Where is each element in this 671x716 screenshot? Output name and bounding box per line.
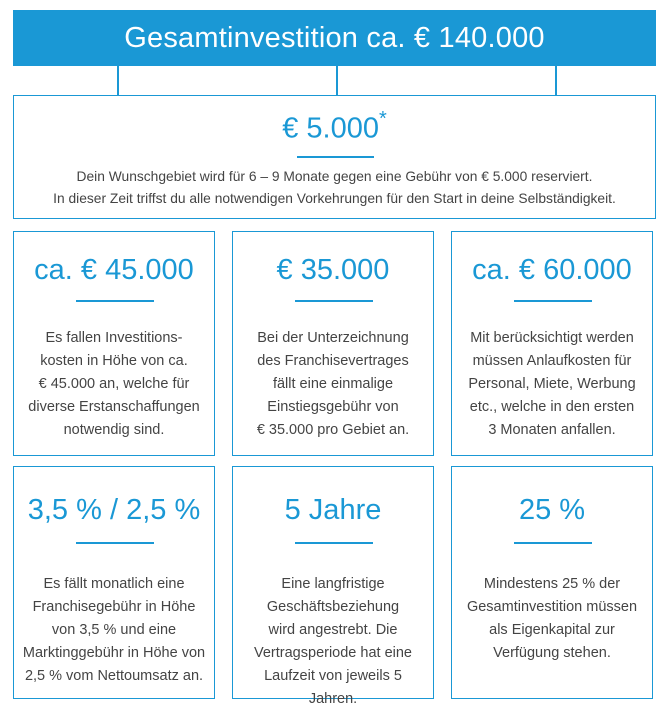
- card-startup-costs: [451, 231, 653, 456]
- reservation-amount: € 5.000*: [282, 108, 387, 145]
- reservation-line: Dein Wunschgebiet wird für 6 – 9 Monate gegen eine Gebühr von € 5.000 reserviert.: [76, 169, 593, 184]
- card-contract-term: [232, 466, 434, 707]
- footnote-asterisk: *: [378, 108, 387, 130]
- card-franchise-fee: [13, 466, 215, 699]
- connector-line: [555, 66, 557, 95]
- card-description: Mindestens 25 % der Gesamtinvestition müssen als Eigenkapital zur Verfügung stehen.: [466, 576, 638, 661]
- card-investment-costs: [13, 231, 215, 456]
- card-amount: ca. € 45.000: [34, 254, 194, 286]
- card-description: Mit berücksichtigt werden müssen Anlaufkosten für Personal, Miete, Werbung etc., welche in den ersten 3 Monaten anfallen.: [468, 330, 636, 438]
- divider: [295, 542, 373, 544]
- header-title: Gesamtinvestition ca. € 140.000: [124, 21, 545, 54]
- divider: [76, 542, 154, 544]
- divider: [295, 300, 373, 302]
- connector-line: [336, 66, 338, 95]
- card-amount: 3,5 % / 2,5 %: [27, 494, 201, 526]
- divider: [297, 156, 374, 158]
- card-amount: € 35.000: [276, 254, 390, 286]
- card-description: Eine langfristige Geschäftsbeziehung wird angestrebt. Die Vertragsperiode hat eine Laufzeit von jeweils 5 Jahren.: [254, 576, 412, 707]
- reservation-line: In dieser Zeit triffst du alle notwendigen Vorkehrungen für den Start in deine Selbständigkeit.: [53, 191, 616, 206]
- card-amount: 25 %: [518, 494, 586, 526]
- card-description: Es fällt monatlich eine Franchisegebühr in Höhe von 3,5 % und eine Marktinggebühr in Höhe von 2,5 % vom Nettoumsatz an.: [22, 576, 206, 684]
- connector-line: [117, 66, 119, 95]
- card-equity: [451, 466, 653, 699]
- card-description: Bei der Unterzeichnung des Franchisevertrages fällt eine einmalige Einstiegsgebühr von € 35.000 pro Gebiet an.: [256, 330, 410, 438]
- divider: [514, 300, 592, 302]
- card-amount: 5 Jahre: [284, 494, 382, 526]
- divider: [76, 300, 154, 302]
- card-amount: ca. € 60.000: [472, 254, 632, 286]
- reservation-description: [14, 166, 655, 210]
- card-entry-fee: [232, 231, 434, 456]
- page-title: [13, 10, 656, 66]
- card-description: Es fallen Investitions- kosten in Höhe von ca. € 45.000 an, welche für diverse Erstanschaffungen notwendig sind.: [28, 330, 200, 438]
- reservation-box: [13, 95, 656, 219]
- divider: [514, 542, 592, 544]
